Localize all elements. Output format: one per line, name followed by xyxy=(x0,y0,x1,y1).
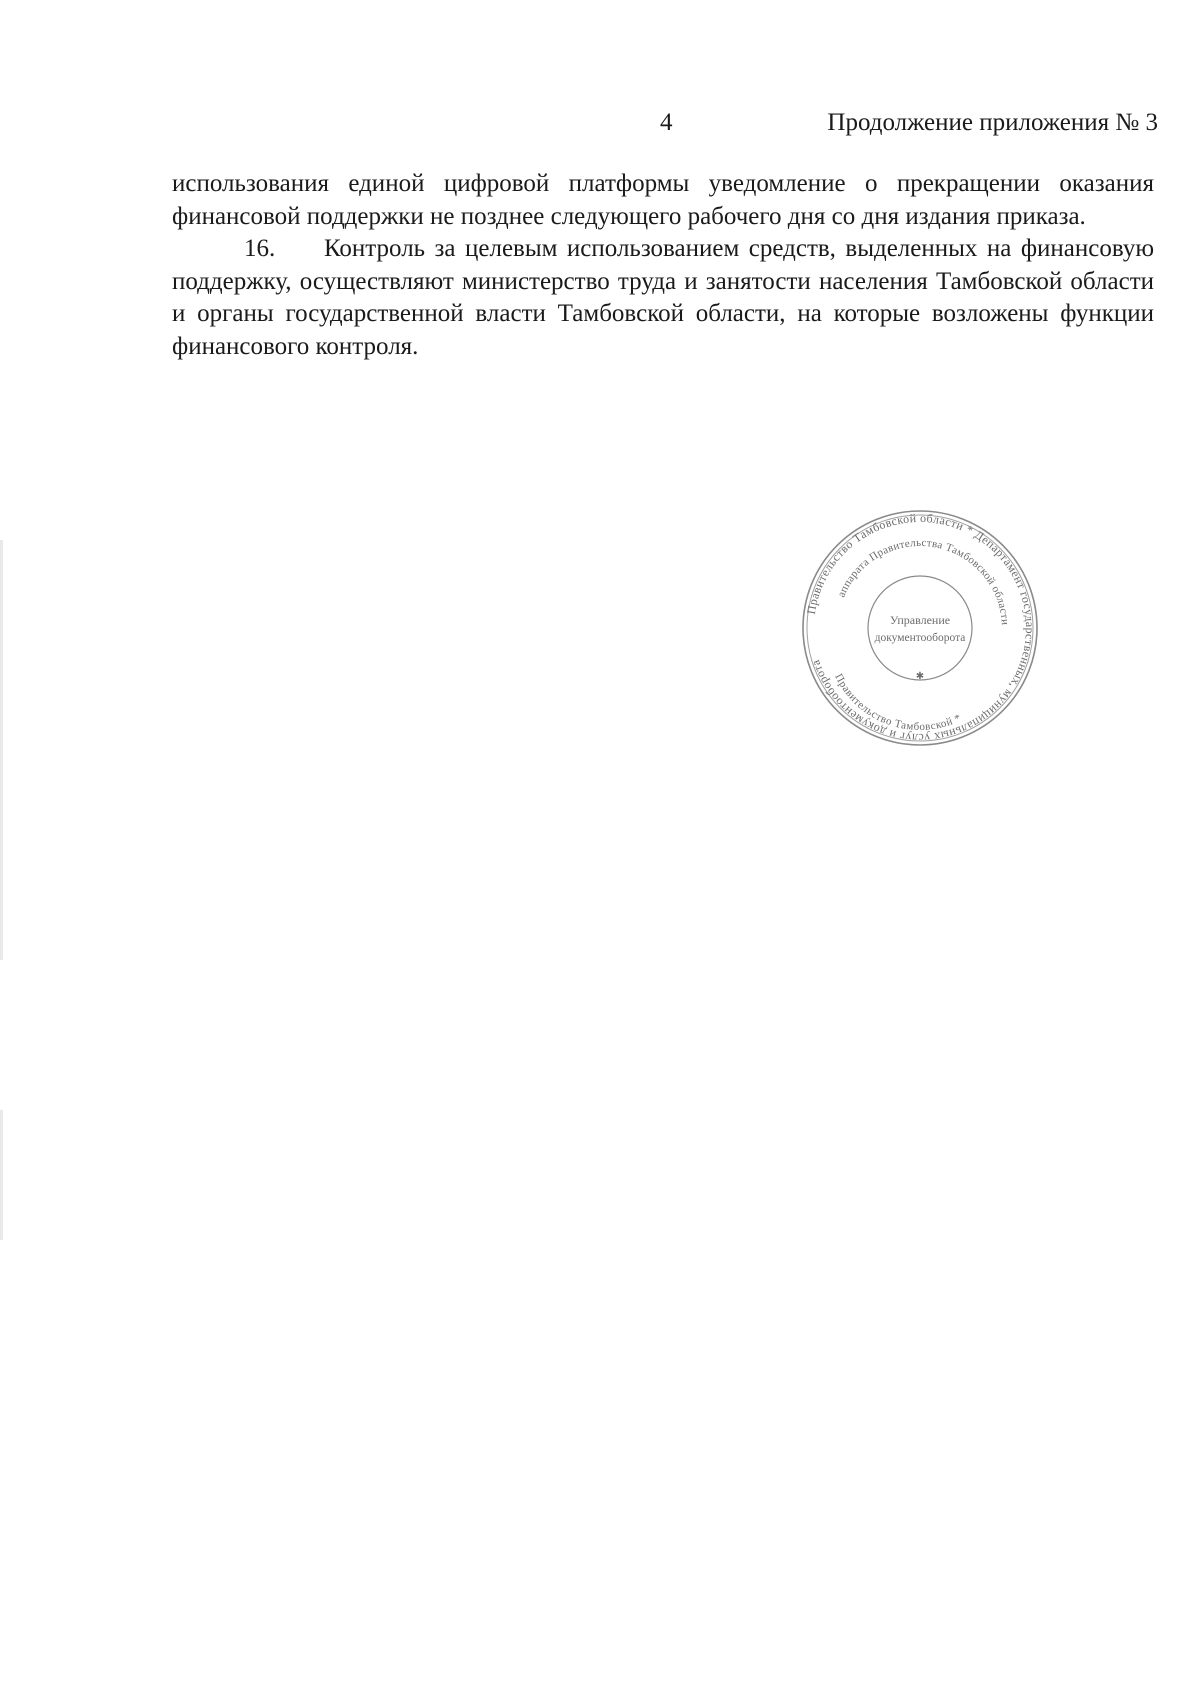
seal-graphic xyxy=(800,508,1040,748)
seal-star-icon: ✱ xyxy=(915,671,925,682)
seal-inner-ring-text: аппарата Правительства Тамбовской области xyxy=(835,536,1011,626)
scan-edge-mark xyxy=(0,540,3,960)
item-16-text: Контроль за целевым использованием средств, выделенных на финансовую поддержку, осуществляют министерство труда и занятости населения Тамбовской области и органы государственной власти Тамбовской области, на которые возложены функции финансового контроля. xyxy=(172,235,1154,360)
document-body xyxy=(172,168,1154,364)
appendix-continuation-heading: Продолжение приложения № 3 xyxy=(827,109,1158,136)
seal-center-line-2: документооборота xyxy=(874,632,966,644)
page-number: 4 xyxy=(660,109,673,136)
seal-center-line-1: Управление xyxy=(889,613,951,627)
seal-lower-ring-text: Правительство Тамбовской * xyxy=(832,671,964,734)
scan-edge-mark xyxy=(0,1110,3,1240)
official-seal-stamp xyxy=(800,508,1040,748)
paragraph-continuation: использования единой цифровой платформы уведомление о прекращении оказания финансовой поддержки не позднее следующего рабочего дня со дня издания приказа. xyxy=(172,170,1154,230)
paragraph-item-16 xyxy=(172,233,1154,363)
item-number: 16. xyxy=(244,235,276,263)
seal-outer-ring-text: Правительство Тамбовской области * Департамент государственных, муниципальных услуг и документооборота xyxy=(803,510,1038,746)
